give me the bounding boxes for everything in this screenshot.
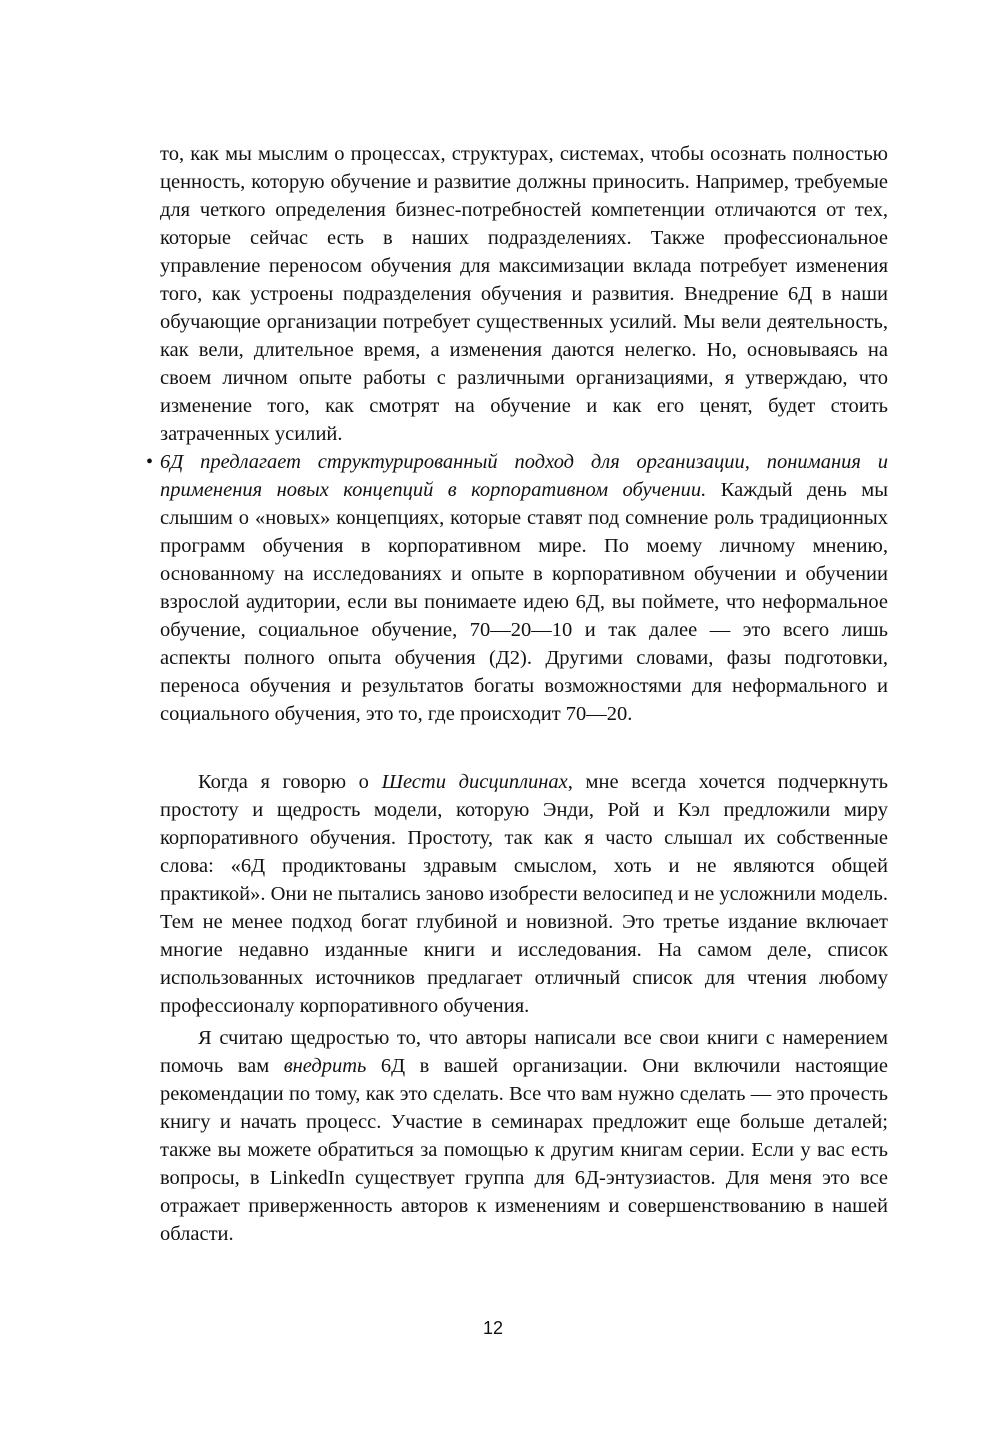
paragraph2-text-after: 6Д в вашей организации. Они включили настоящие рекомендации по тому, как это сделать. Все что вам нужно сделать — это прочесть книгу и начать процесс. Участие в семинарах предложит еще больше деталей; также вы можете обратиться за помощью к другим книгам серии. Если у вас есть вопросы, в LinkedIn существует группа для 6Д-энтузиастов. Для меня это все отражает приверженность авторов к изменениям и совершенствованию в нашей области. bbox=[160, 1055, 888, 1245]
paragraph1-italic: Шести дисциплинах bbox=[381, 771, 568, 793]
paragraph1-text-before: Когда я говорю о bbox=[198, 771, 382, 793]
section-spacer bbox=[160, 728, 888, 768]
continued-paragraph: то, как мы мыслим о процессах, структурах, системах, чтобы осознать полностью ценность, которую обучение и развитие должны приносить. Например, требуемые для четкого определения бизнес-потребностей компетенции отличаются от тех, которые сейчас есть в наших подразделениях. Также профессиональное управление переносом обучения для максимизации вклада потребует изменения того, как устроены подразделения обучения и развития. Внедрение 6Д в наши обучающие организации потребует существенных усилий. Мы вели деятельность, как вели, длительное время, а изменения даются нелегко. Но, основываясь на своем личном опыте работы с различными организациями, я утверждаю, что изменение того, как смотрят на обучение и как его ценят, будет стоить затраченных усилий. bbox=[160, 143, 888, 445]
bullet-text: Каждый день мы слышим о «новых» концепциях, которые ставят под сомнение роль традиционных программ обучения в корпоративном мире. По моему личному мнению, основанному на исследованиях и опыте в корпоративном обучении и обучении взрослой аудитории, если вы понимаете идею 6Д, вы поймете, что неформальное обучение, социальное обучение, 70—20—10 и так далее — это всего лишь аспекты полного опыта обучения (Д2). Другими словами, фазы подготовки, переноса обучения и результатов богаты возможностями для неформального и социального обучения, это то, где происходит 70—20. bbox=[160, 479, 889, 725]
paragraph-six-disciplines bbox=[160, 768, 888, 1020]
page-content bbox=[146, 140, 889, 1248]
bullet-item bbox=[146, 448, 889, 728]
paragraph2-italic: внедрить bbox=[283, 1055, 367, 1077]
paragraph-generosity bbox=[160, 1024, 888, 1248]
page-number: 12 bbox=[482, 1318, 504, 1338]
paragraph1-text-after: , мне всегда хочется подчеркнуть простоту и щедрость модели, которую Энди, Рой и Кэл предложили миру корпоративного обучения. Простоту, так как я часто слышал их собственные слова: «6Д продиктованы здравым смыслом, хоть и не являются общей практикой». Они не пытались заново изобрести велосипед и не усложнили модель. Тем не менее подход богат глубиной и новизной. Это третье издание включает многие недавно изданные книги и исследования. На самом деле, список использованных источников предлагает отличный список для чтения любому профессионалу корпоративного обучения. bbox=[160, 771, 888, 1017]
paragraph2-text-before: Я считаю щедростью то, что авторы написали все свои книги с намерением помочь вам bbox=[160, 1027, 888, 1077]
bullet-marker: • bbox=[146, 451, 154, 473]
bullet-lead-italic: 6Д предлагает структурированный подход для организации, понимания и применения новых концепций в корпоративном обучении. bbox=[160, 451, 888, 501]
